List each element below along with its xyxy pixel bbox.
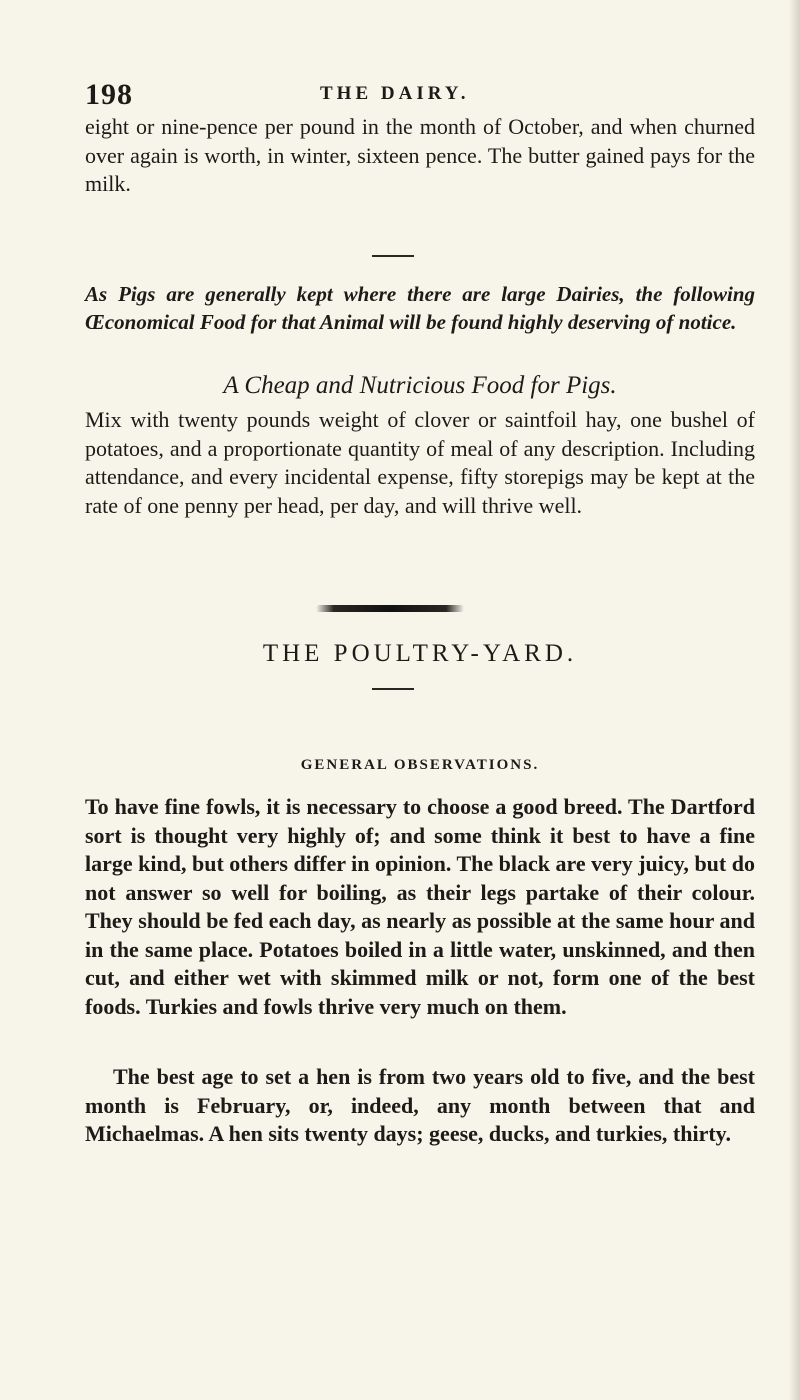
recipe-body: Mix with twenty pounds weight of clover or saintfoil hay, one bushel of potatoes, and a proportionate quantity of meal of any description. Including attendance, and every incidental expense, fifty storepigs may be kept at the rate of one penny per head, per day, and will thrive well.	[85, 407, 755, 518]
title-divider	[372, 688, 414, 690]
intro-paragraph: eight or nine-pence per pound in the month of October, and when churned over again is worth, in winter, sixteen pence. The butter gained pays for the milk.	[85, 114, 755, 196]
page-number: 198	[85, 78, 133, 111]
page-header	[85, 78, 755, 114]
section-divider	[372, 255, 414, 257]
subheading: GENERAL OBSERVATIONS.	[300, 757, 540, 773]
recipe-title: A Cheap and Nutricious Food for Pigs.	[223, 372, 617, 399]
general-observations-paragraph-2: The best age to set a hen is from two years old to five, and the best month is February, or, indeed, any month between that and Michaelmas. A hen sits twenty days; geese, ducks, and turkies, thirty.	[85, 1064, 755, 1146]
section-title: THE POULTRY-YARD.	[262, 640, 578, 667]
running-head: THE DAIRY.	[320, 83, 470, 104]
pig-note: As Pigs are generally kept where there are large Dairies, the following Œconomical Food for that Animal will be found highly deserving of notice.	[85, 282, 755, 334]
page-edge	[790, 0, 800, 1400]
general-observations-paragraph-1: To have fine fowls, it is necessary to choose a good breed. The Dartford sort is thought very highly of; and some think it best to have a fine large kind, but others differ in opinion. The black are very juicy, but do not answer so well for boiling, as their legs partake of their colour. They should be fed each day, as nearly as possible at the same hour and in the same place. Potatoes boiled in a little water, unskinned, and then cut, and either wet with skimmed milk or not, form one of the best foods. Turkies and fowls thrive very much on them.	[85, 794, 755, 1019]
decorative-rule	[316, 605, 464, 612]
